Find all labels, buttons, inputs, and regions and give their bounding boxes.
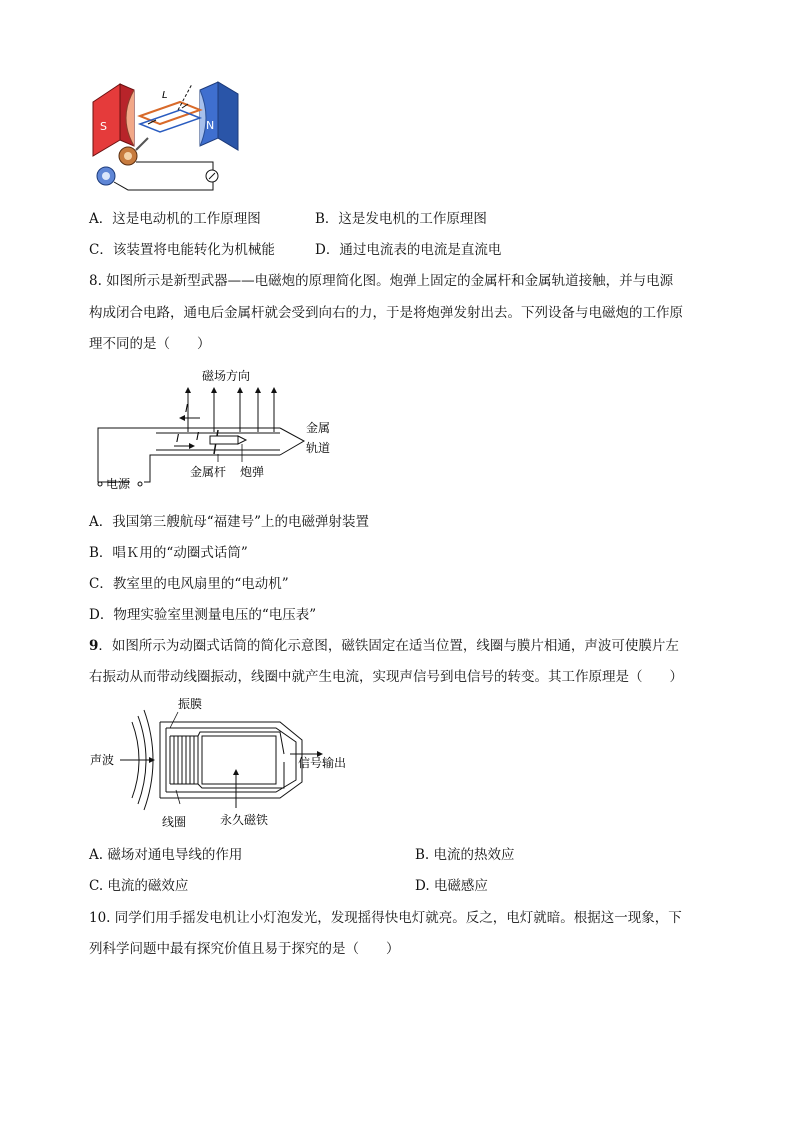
q8-option-a: A．我国第三艘航母“福建号”上的电磁弹射装置 [89, 514, 370, 530]
n-pole-magnet [200, 82, 238, 150]
wire [114, 180, 213, 190]
circuit-wire [144, 455, 156, 482]
q9-stem-text: ．如图所示为动圈式话筒的简化示意图，磁铁固定在适当位置，线圈与膜片相通，声波可使膜片左 [98, 638, 679, 654]
permanent-magnet [202, 736, 276, 784]
projectile-label: 炮弹 [240, 465, 265, 479]
projectile [210, 436, 238, 444]
diaphragm-label: 振膜 [178, 697, 203, 711]
q7-option-b: B．这是发电机的工作原理图 [315, 211, 487, 227]
q10-stem-line-1: 10. 同学们用手摇发电机让小灯泡发光，发现摇得快电灯就亮。反之，电灯就暗。根据这一现象，下 [89, 910, 682, 926]
q9-option-c: C. 电流的磁效应 [89, 878, 189, 894]
coil-label: 线圈 [162, 815, 187, 829]
q8-stem-line-3: 理不同的是（ ） [89, 336, 211, 352]
signal-output-label: 信号输出 [298, 756, 347, 770]
q7-figure [88, 80, 248, 198]
q8-option-d: D．物理实验室里测量电压的“电压表” [89, 607, 317, 623]
circuit-wire [98, 428, 156, 482]
q9-figure [90, 692, 360, 832]
ammeter-icon [206, 170, 218, 182]
q8-figure [90, 362, 350, 492]
q10-stem-line-2: 列科学问题中最有探究价值且易于探究的是（ ） [89, 941, 400, 957]
l-label: L [162, 90, 168, 101]
current-label: I [185, 402, 189, 415]
current-label: I [176, 432, 180, 445]
coil [170, 736, 198, 784]
sound-wave-label: 声波 [90, 753, 115, 767]
rail-label-2: 轨道 [306, 441, 331, 455]
q8-stem-line-1: 8. 如图所示是新型武器——电磁炮的原理简化图。炮弹上固定的金属杆和金属轨道接触，并与电源 [89, 273, 674, 289]
n-label: N [206, 119, 215, 132]
q8-option-b: B．唱Ｋ用的“动圈式话筒” [89, 545, 248, 561]
q8-stem-line-2: 构成闭合电路，通电后金属杆就会受到向右的力，于是将炮弹发射出去。下列设备与电磁炮的工作原 [89, 305, 683, 321]
terminal [98, 482, 102, 486]
q9-option-a: A. 磁场对通电导线的作用 [89, 847, 243, 863]
field-arrows [188, 390, 274, 432]
coil-loop [140, 102, 200, 132]
power-source-label: 电源 [106, 477, 131, 491]
q7-option-d: D．通过电流表的电流是直流电 [315, 242, 502, 258]
metal-rod-label: 金属杆 [190, 465, 227, 479]
wire [136, 162, 213, 176]
q9-option-d: D. 电磁感应 [415, 878, 488, 894]
rail-label-1: 金属 [306, 421, 331, 435]
q9-stem-line-1 [89, 634, 679, 654]
s-label: S [100, 120, 107, 133]
permanent-magnet-label: 永久磁铁 [220, 813, 269, 827]
q9-stem-line-2: 右振动从而带动线圈振动，线圈中就产生电流，实现声信号到电信号的转变。其工作原理是（ ） [89, 669, 683, 685]
q7-option-c: C．该装置将电能转化为机械能 [89, 242, 275, 258]
q9-number: 9 [89, 638, 99, 654]
q9-option-b: B. 电流的热效应 [415, 847, 515, 863]
q7-option-a: A．这是电动机的工作原理图 [89, 211, 261, 227]
terminal [138, 482, 142, 486]
field-direction-label: 磁场方向 [202, 369, 251, 383]
projectile-tip [238, 436, 246, 444]
current-label: I [196, 430, 200, 443]
q8-option-c: C．教室里的电风扇里的“电动机” [89, 576, 289, 592]
